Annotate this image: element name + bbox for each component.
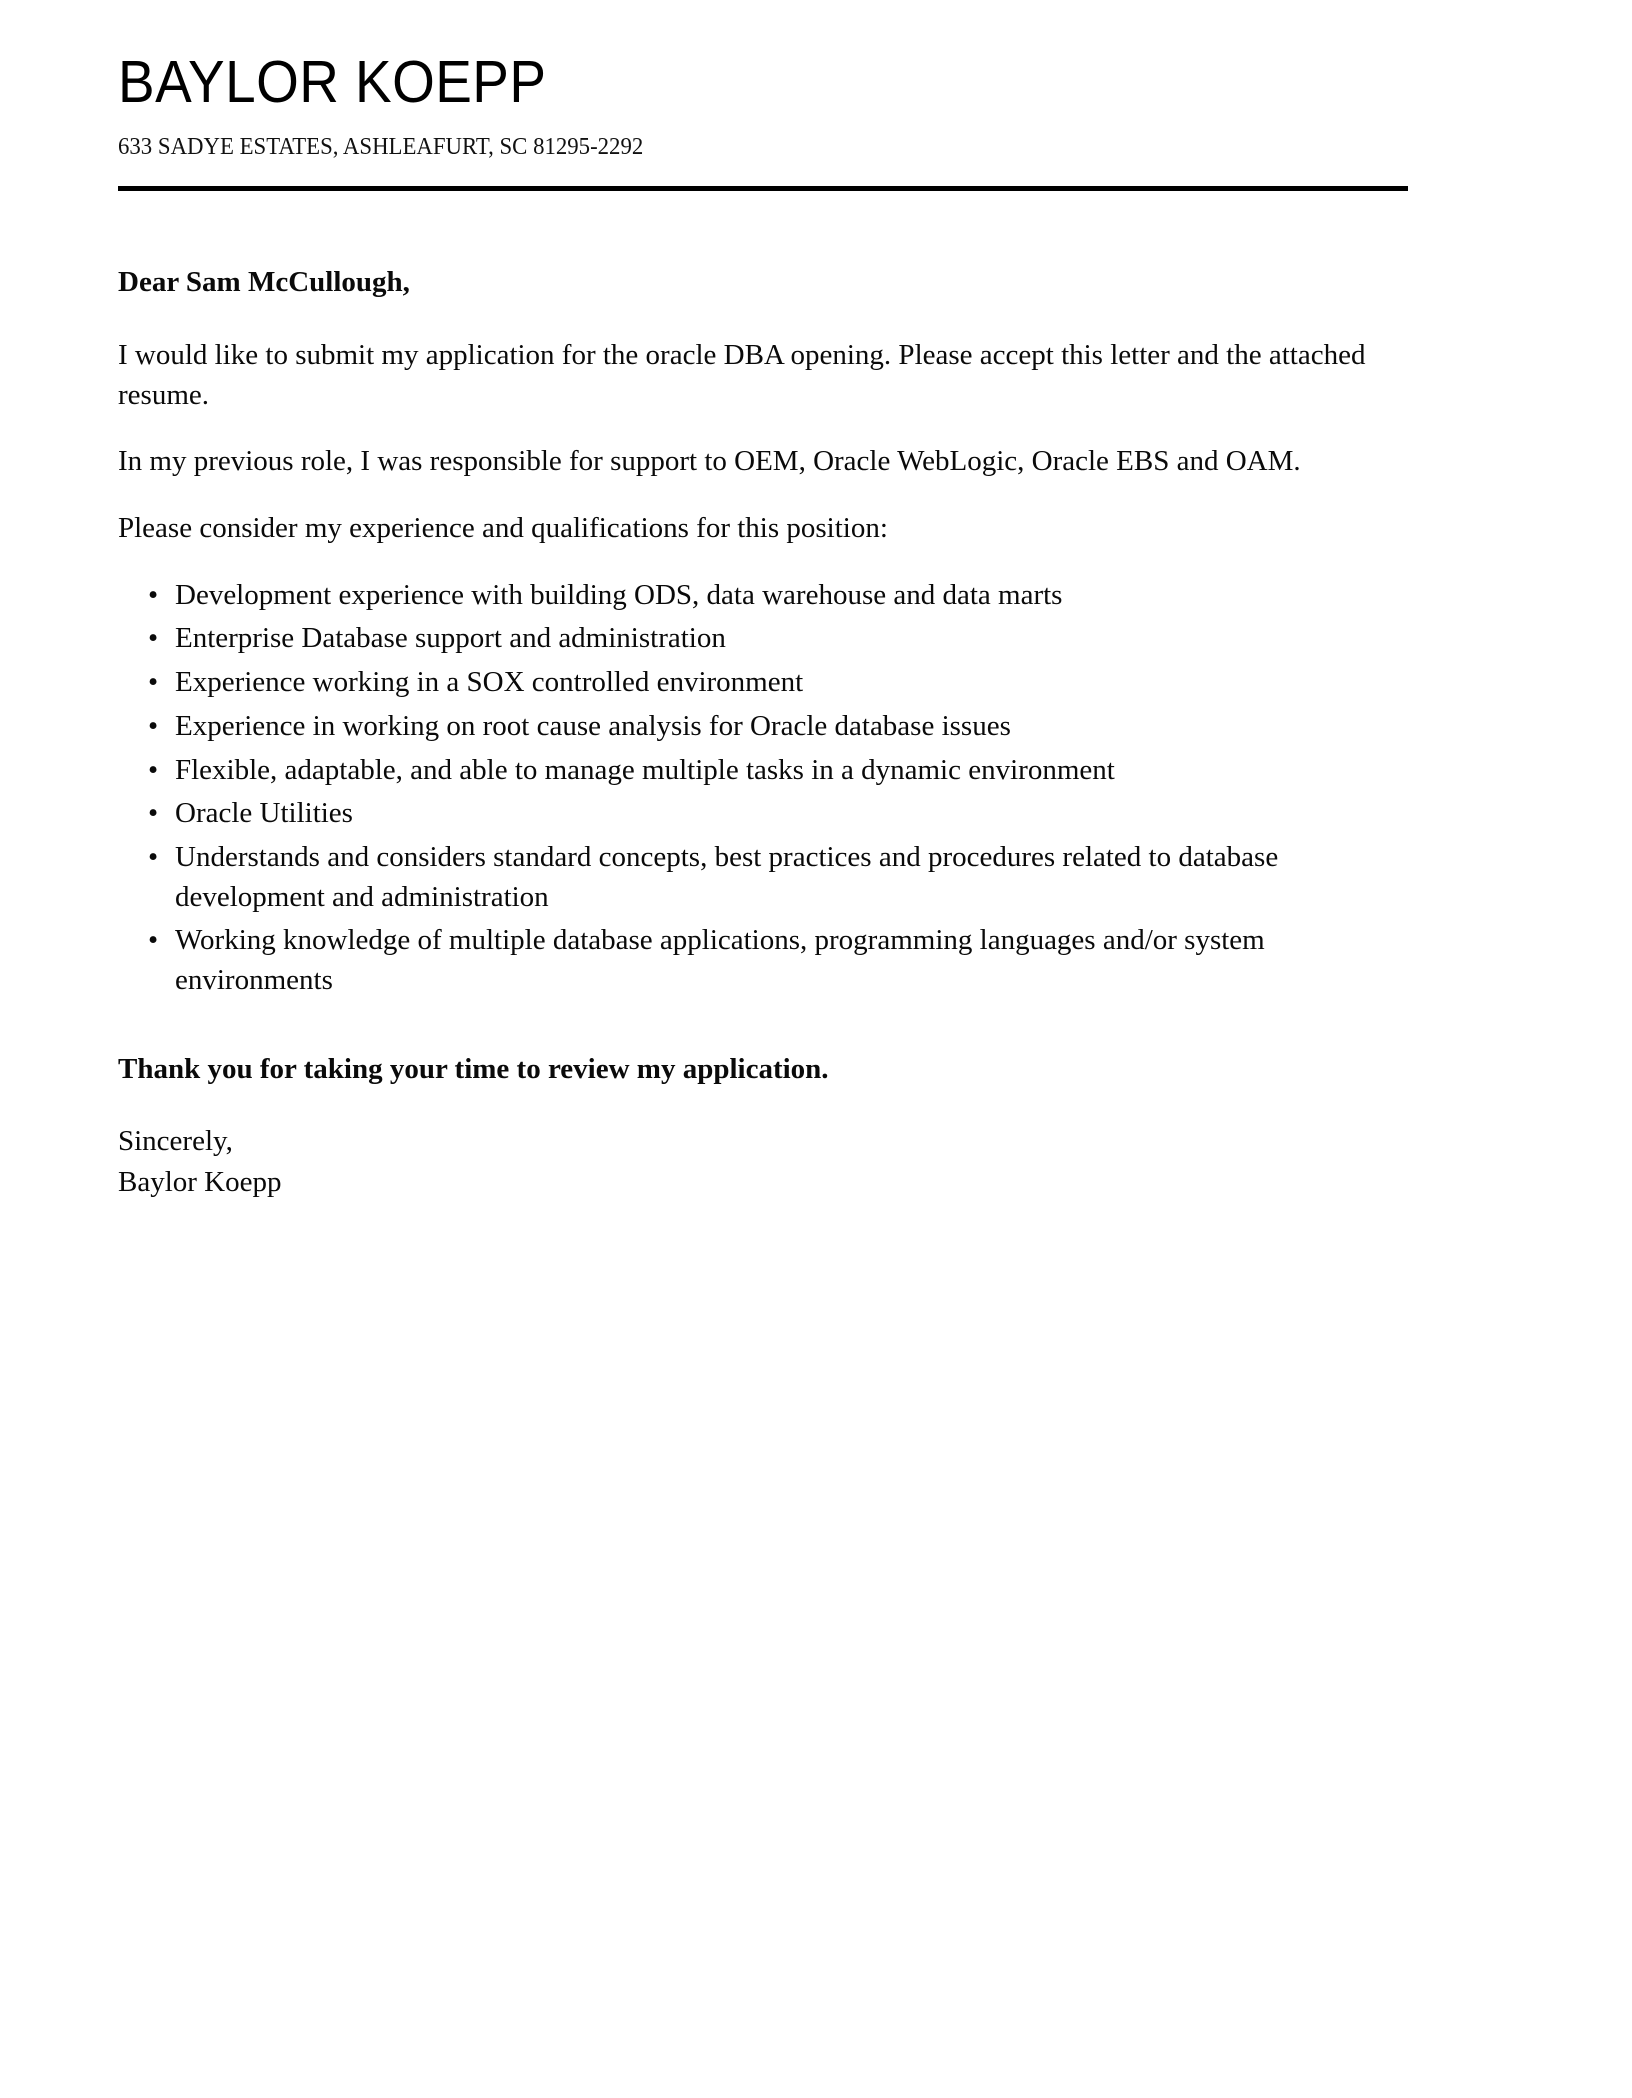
list-item — [118, 707, 1414, 747]
bullet-icon: • — [148, 578, 159, 611]
closing-thanks: Thank you for taking your time to review my application. — [118, 1052, 829, 1085]
list-item — [118, 619, 1414, 659]
list-item-text: Oracle Utilities — [175, 797, 353, 830]
list-item-text: Enterprise Database support and administration — [175, 622, 726, 655]
bullet-icon: • — [148, 709, 159, 742]
paragraph-qualifications-lead: Please consider my experience and qualifications for this position: — [118, 512, 888, 545]
bullet-icon: • — [148, 924, 159, 957]
address-line: 633 SADYE ESTATES, ASHLEAFURT, SC 81295-2292 — [118, 134, 644, 161]
bullet-icon: • — [148, 841, 159, 874]
list-item-text: Experience working in a SOX controlled environment — [175, 666, 804, 699]
list-item — [118, 921, 1414, 1000]
list-item — [118, 751, 1414, 791]
bullet-icon: • — [148, 666, 159, 699]
bullet-icon: • — [148, 622, 159, 655]
paragraph-intro: I would like to submit my application for the oracle DBA opening. Please accept this letter and the attached resume. — [118, 338, 1366, 411]
page-title: BAYLOR KOEPP — [118, 49, 547, 115]
letter-body — [118, 264, 1414, 1203]
header-divider — [118, 186, 1408, 191]
salutation: Dear Sam McCullough, — [118, 266, 410, 299]
list-item-text: Flexible, adaptable, and able to manage multiple tasks in a dynamic environment — [175, 753, 1115, 786]
list-item — [118, 838, 1414, 917]
list-item — [118, 663, 1414, 703]
list-item — [118, 794, 1414, 834]
list-item-text: Working knowledge of multiple database applications, programming languages and/or system environments — [175, 924, 1265, 997]
qualifications-list — [118, 576, 1414, 1001]
bullet-icon: • — [148, 797, 159, 830]
letter-content — [118, 0, 1508, 1203]
bullet-icon: • — [148, 753, 159, 786]
signature-block — [118, 1121, 1414, 1203]
signature-name: Baylor Koepp — [118, 1165, 282, 1198]
letterhead — [118, 0, 1508, 191]
list-item-text: Understands and considers standard concepts, best practices and procedures related to database development and administration — [175, 841, 1279, 913]
list-item-text: Experience in working on root cause analysis for Oracle database issues — [175, 709, 1011, 742]
list-item — [118, 576, 1414, 616]
sign-off-text: Sincerely, — [118, 1124, 233, 1157]
paragraph-experience: In my previous role, I was responsible for support to OEM, Oracle WebLogic, Oracle EBS and OAM. — [118, 445, 1301, 478]
list-item-text: Development experience with building ODS, data warehouse and data marts — [175, 578, 1063, 611]
